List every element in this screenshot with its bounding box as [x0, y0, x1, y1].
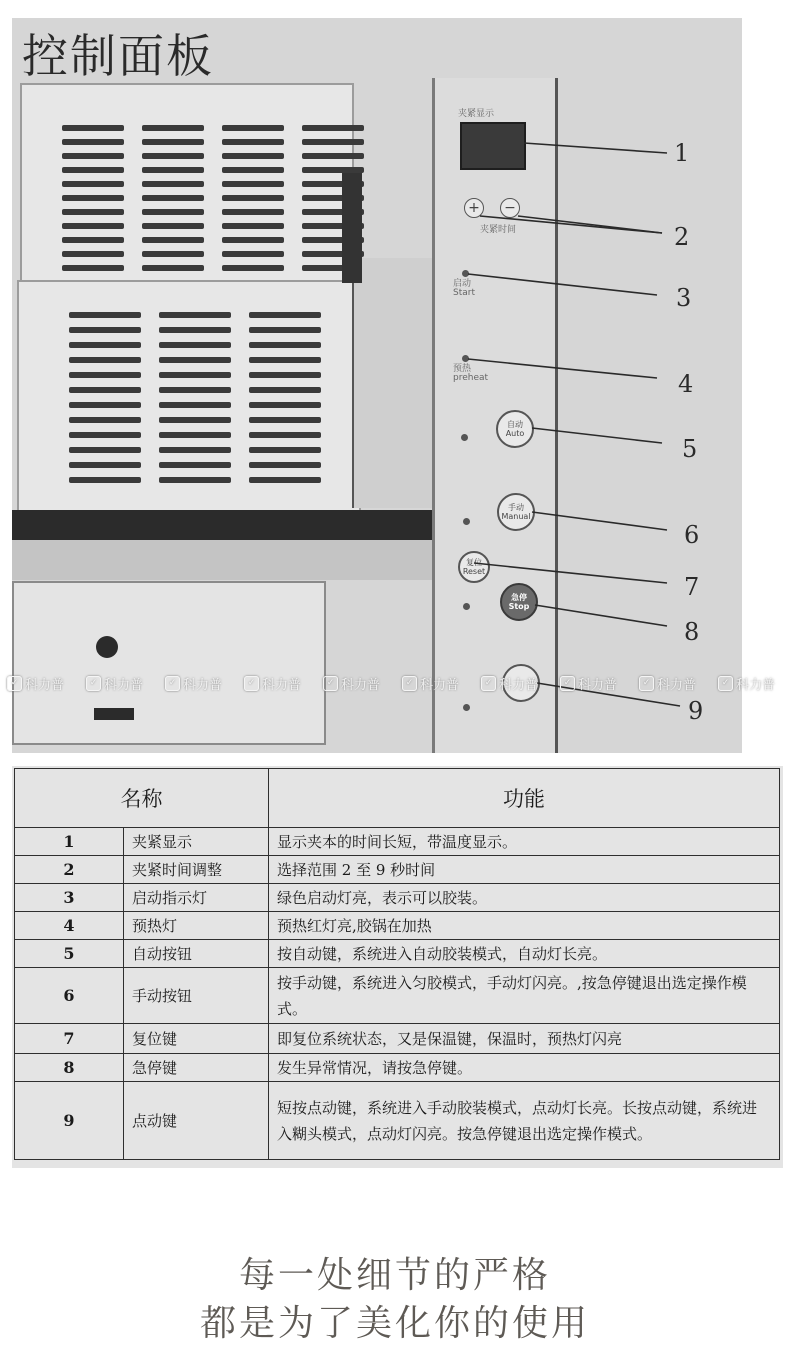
row-function: 绿色启动灯亮，表示可以胶装。	[269, 884, 780, 912]
slogan-line-2: 都是为了美化你的使用	[199, 1303, 590, 1344]
watermark-item	[711, 672, 790, 694]
watermark-text: 科力普	[736, 677, 776, 693]
watermark-text: 科力普	[420, 677, 460, 693]
row-number: 2	[15, 856, 124, 884]
header-name: 名称	[15, 769, 269, 828]
manual-button-sub: Manual	[501, 512, 531, 521]
watermark-item	[474, 672, 553, 694]
row-number: 3	[15, 884, 124, 912]
watermark-text: 科力普	[262, 677, 302, 693]
watermark-logo-icon: ✓	[86, 676, 101, 691]
callout-9: 9	[688, 697, 704, 725]
callout-line-8	[535, 605, 667, 626]
row-function: 发生异常情况，请按急停键。	[269, 1054, 780, 1082]
callout-5: 5	[682, 435, 698, 463]
preheat-label-en: preheat	[453, 373, 489, 383]
watermark-item	[316, 672, 395, 694]
row-number: 4	[15, 912, 124, 940]
reset-button-label: 复位	[466, 558, 482, 567]
callout-7: 7	[684, 573, 700, 601]
watermark-item	[237, 672, 316, 694]
table-row	[15, 884, 780, 912]
callout-3: 3	[676, 284, 692, 312]
table-row	[15, 940, 780, 968]
plus-icon: +	[468, 199, 480, 216]
table-row	[15, 1054, 780, 1082]
watermark-text: 科力普	[499, 677, 539, 693]
watermark-logo-icon: ✓	[165, 676, 180, 691]
stop-button-label: 急停	[511, 593, 527, 602]
start-label-en: Start	[453, 288, 475, 298]
callout-line-2b	[518, 216, 662, 233]
row-name: 启动指示灯	[124, 884, 269, 912]
row-number: 7	[15, 1024, 124, 1054]
row-name: 夹紧时间调整	[124, 856, 269, 884]
row-name: 急停键	[124, 1054, 269, 1082]
row-number: 6	[15, 968, 124, 1024]
header-function: 功能	[269, 769, 780, 828]
display-label: 夹紧显示	[458, 109, 495, 119]
start-label-cn: 启动	[453, 279, 472, 289]
callout-1: 1	[674, 139, 690, 167]
table-row	[15, 828, 780, 856]
callout-8: 8	[684, 618, 700, 646]
auto-button-label: 自动	[507, 420, 523, 429]
watermark-item	[0, 672, 79, 694]
watermark-item	[632, 672, 711, 694]
row-name: 手动按钮	[124, 968, 269, 1024]
slogan-line-1: 每一处细节的严格	[238, 1255, 551, 1296]
stop-button-sub: Stop	[508, 602, 530, 611]
row-function: 按自动键，系统进入自动胶装模式，自动灯长亮。	[269, 940, 780, 968]
watermark-logo-icon: ✓	[639, 676, 654, 691]
control-panel-photo	[12, 18, 742, 753]
preheat-label-cn: 预热	[453, 364, 472, 374]
watermark-strip	[0, 672, 790, 694]
row-number: 1	[15, 828, 124, 856]
callout-6: 6	[684, 521, 700, 549]
watermark-logo-icon: ✓	[560, 676, 575, 691]
watermark-logo-icon: ✓	[244, 676, 259, 691]
watermark-text: 科力普	[341, 677, 381, 693]
row-number: 5	[15, 940, 124, 968]
function-table	[14, 768, 780, 1160]
watermark-logo-icon: ✓	[323, 676, 338, 691]
minus-icon: −	[504, 199, 516, 216]
row-function: 显示夹本的时间长短，带温度显示。	[269, 828, 780, 856]
watermark-logo-icon: ✓	[7, 676, 22, 691]
table-row	[15, 912, 780, 940]
row-number: 9	[15, 1082, 124, 1160]
watermark-item	[79, 672, 158, 694]
callout-line-3	[468, 274, 657, 295]
reset-button-sub: Reset	[462, 567, 486, 576]
photo-title: 控制面板	[22, 29, 214, 83]
row-number: 8	[15, 1054, 124, 1082]
time-label: 夹紧时间	[480, 225, 517, 235]
table-row	[15, 1024, 780, 1054]
callout-lines	[12, 18, 742, 753]
row-function: 按手动键，系统进入匀胶模式，手动灯闪亮。,按急停键退出选定操作模式。	[269, 968, 780, 1024]
watermark-logo-icon: ✓	[402, 676, 417, 691]
row-function: 短按点动键，系统进入手动胶装模式，点动灯长亮。长按点动键，系统进入糊头模式，点动灯闪亮。按急停键退出选定操作模式。	[269, 1082, 780, 1160]
watermark-text: 科力普	[104, 677, 144, 693]
row-name: 自动按钮	[124, 940, 269, 968]
table-header-row	[15, 769, 780, 828]
callout-line-5	[532, 428, 662, 443]
row-function: 预热红灯亮,胶锅在加热	[269, 912, 780, 940]
row-function: 即复位系统状态，又是保温键，保温时，预热灯闪亮	[269, 1024, 780, 1054]
watermark-item	[553, 672, 632, 694]
watermark-text: 科力普	[657, 677, 697, 693]
table-row	[15, 856, 780, 884]
watermark-text: 科力普	[25, 677, 65, 693]
row-name: 复位键	[124, 1024, 269, 1054]
watermark-item	[158, 672, 237, 694]
callout-line-4	[468, 359, 657, 378]
watermark-logo-icon: ✓	[718, 676, 733, 691]
watermark-text: 科力普	[578, 677, 618, 693]
callout-2: 2	[674, 223, 690, 251]
callout-line-1	[524, 143, 667, 153]
row-name: 夹紧显示	[124, 828, 269, 856]
function-table-container	[12, 766, 783, 1168]
watermark-text: 科力普	[183, 677, 223, 693]
callout-line-7	[474, 563, 667, 583]
callout-line-6	[532, 512, 667, 530]
watermark-item	[395, 672, 474, 694]
table-row	[15, 1082, 780, 1160]
auto-button-sub: Auto	[505, 429, 525, 438]
watermark-logo-icon: ✓	[481, 676, 496, 691]
row-name: 点动键	[124, 1082, 269, 1160]
row-function: 选择范围 2 至 9 秒时间	[269, 856, 780, 884]
callout-4: 4	[678, 370, 694, 398]
manual-button-label: 手动	[508, 503, 524, 512]
table-row	[15, 968, 780, 1024]
row-name: 预热灯	[124, 912, 269, 940]
